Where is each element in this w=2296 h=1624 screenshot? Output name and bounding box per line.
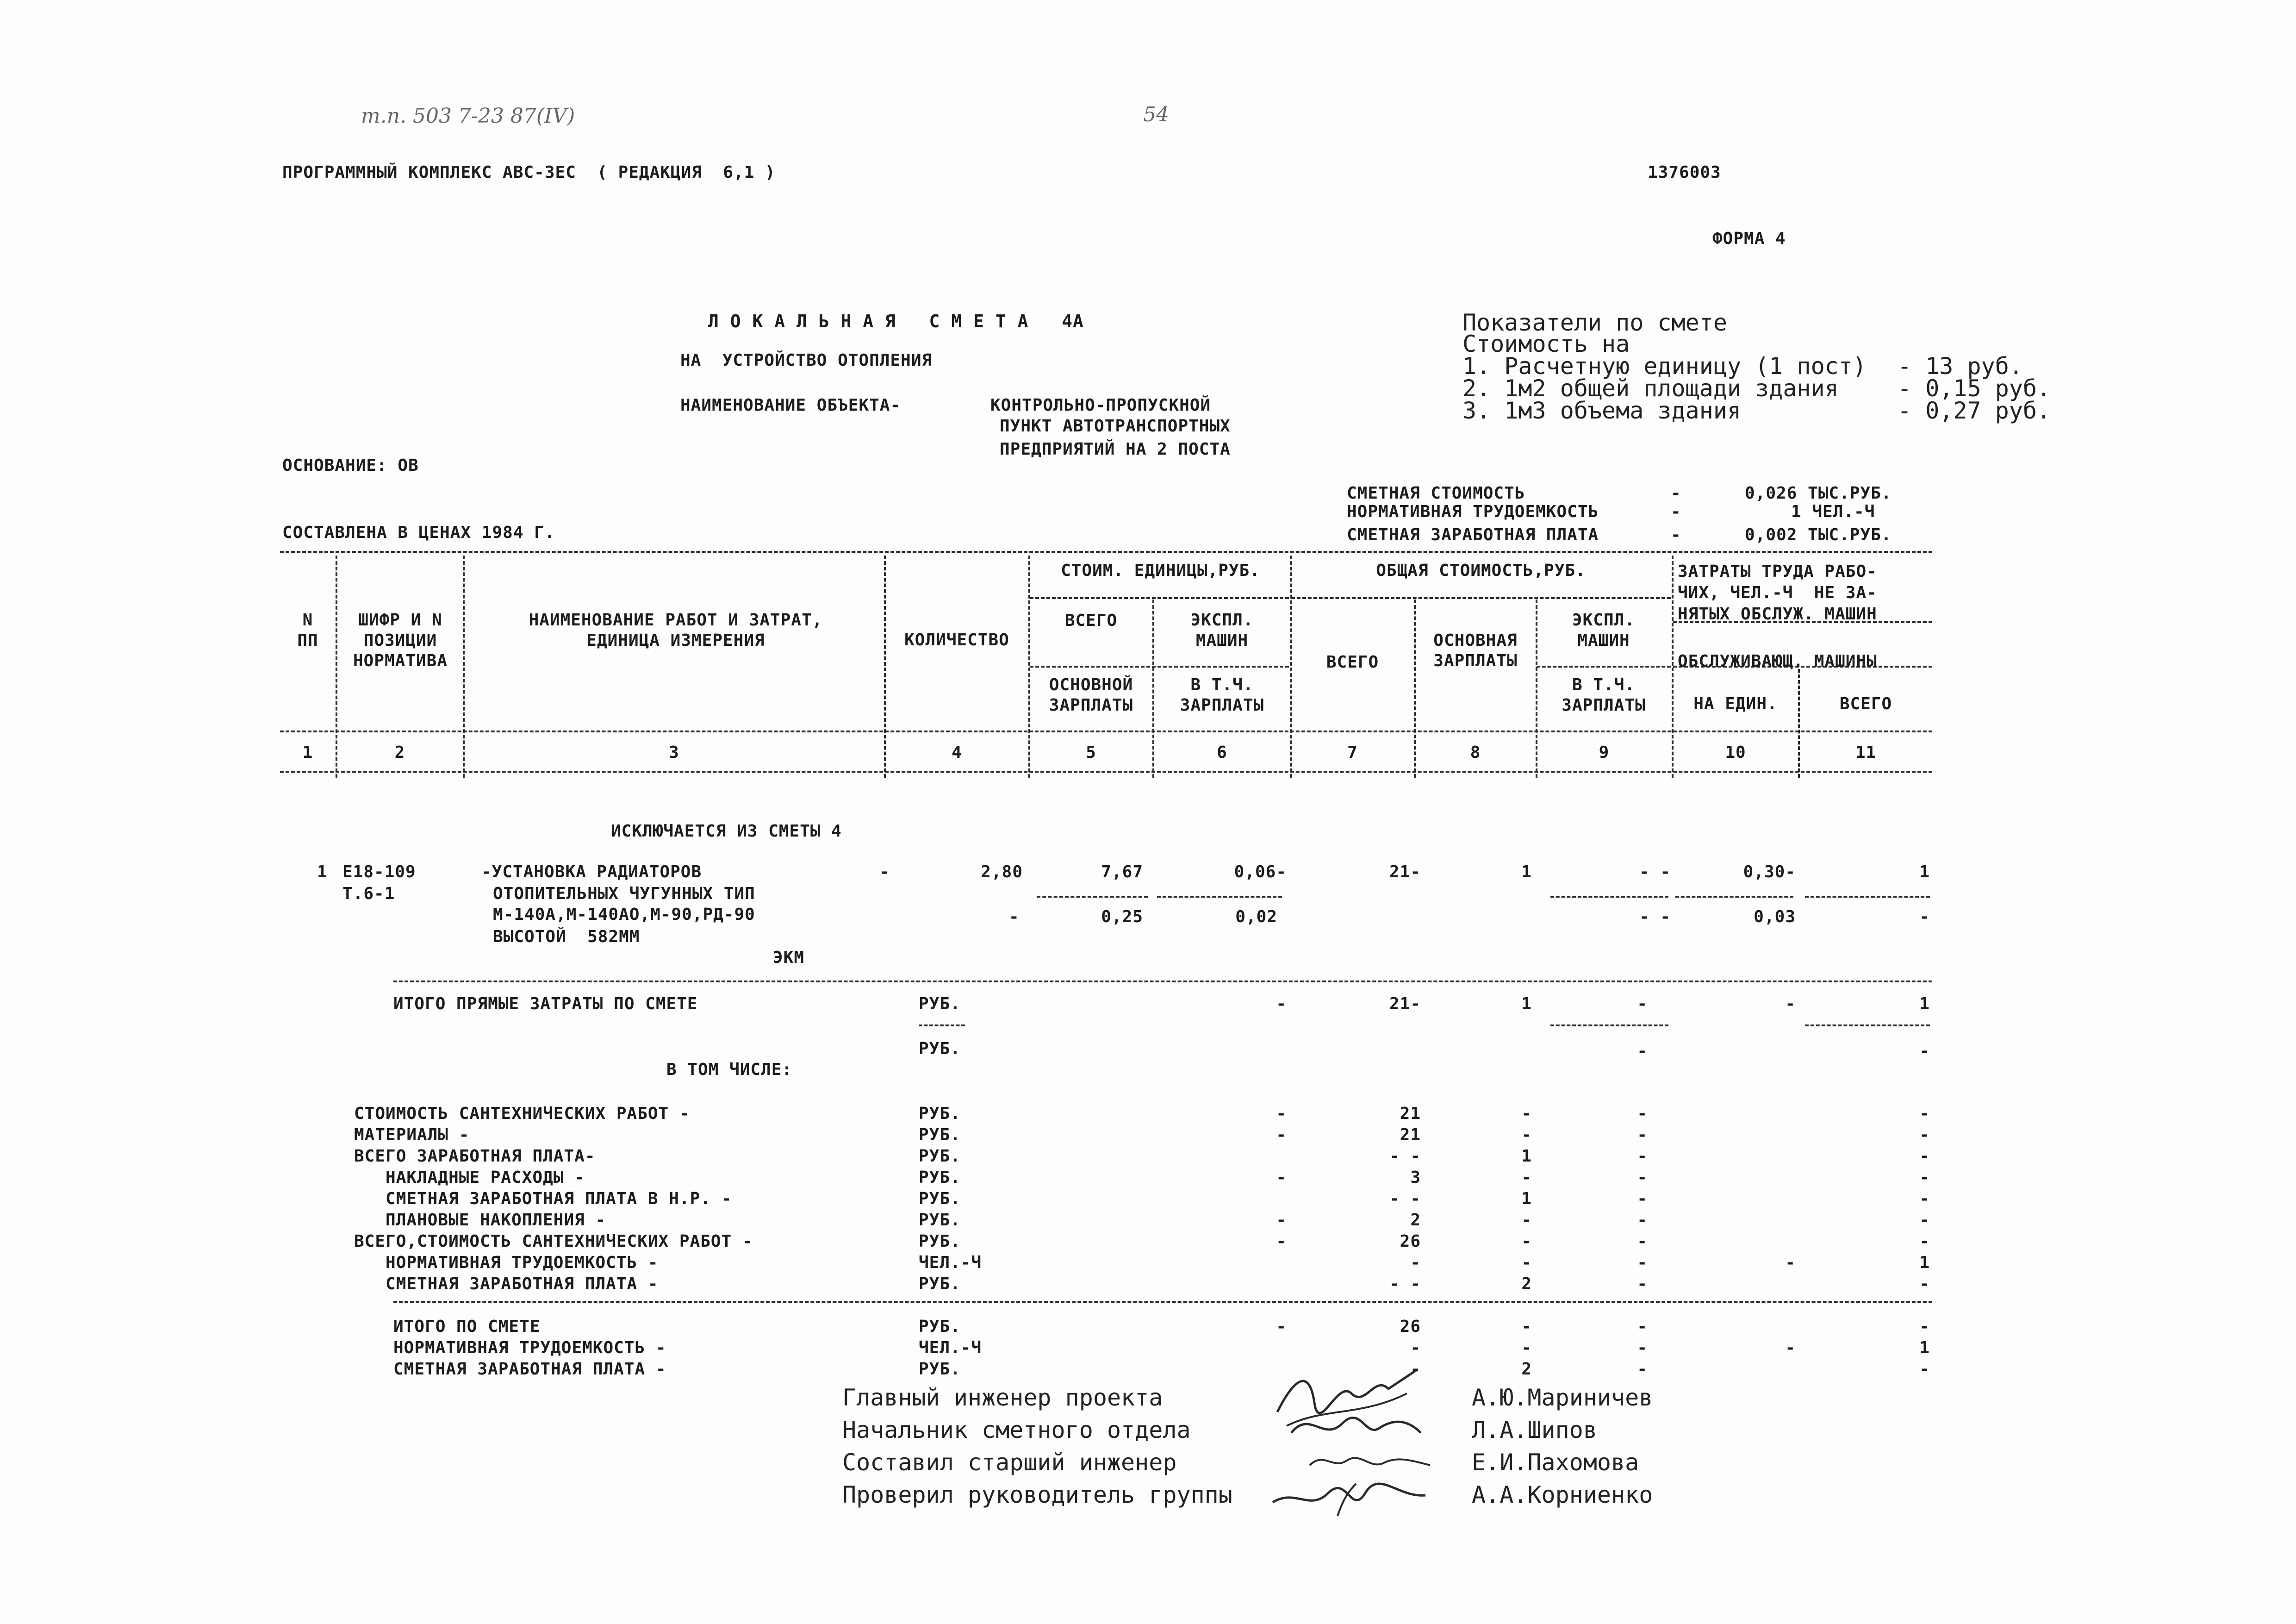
final-row-1-c9: - (1637, 1317, 1648, 1336)
direct-totals-c11: 1 (1919, 994, 1930, 1013)
breakdown-row-8-c10: - (1785, 1253, 1796, 1272)
colnum-10: 10 (1725, 743, 1746, 762)
form-label: ФОРМА 4 (1712, 229, 1786, 248)
header-unit-cost: СТОИМ. ЕДИНИЦЫ,РУБ. (1061, 561, 1260, 580)
page-number: 54 (1143, 103, 1169, 126)
breakdown-row-1-c6: - (1276, 1104, 1287, 1123)
breakdown-row-9-c11: - (1919, 1274, 1930, 1293)
breakdown-row-4-c6: - (1276, 1168, 1287, 1187)
header-total-vsego: ВСЕГО (1326, 653, 1379, 672)
signature-name-2: Л.А.Шипов (1472, 1417, 1597, 1443)
breakdown-row-7-c9: - (1637, 1232, 1648, 1251)
signature-name-3: Е.И.Пахомова (1472, 1449, 1639, 1476)
breakdown-row-2-c7: 21 (1400, 1125, 1421, 1144)
final-row-3-label: СМЕТНАЯ ЗАРАБОТНАЯ ПЛАТА - (393, 1360, 666, 1379)
final-row-3-c9: - (1637, 1360, 1648, 1379)
item-c9b: - - (1639, 907, 1671, 926)
colnum-2: 2 (394, 743, 405, 762)
breakdown-row-8-c7: - (1410, 1253, 1421, 1272)
handwritten-reference: т.п. 503 7-23 87(IV) (361, 104, 575, 128)
signature-scribble-4 (1268, 1474, 1435, 1525)
indicator-label-2: 2. 1м2 общей площади здания (1462, 375, 1839, 402)
final-row-3-c7: - (1410, 1360, 1421, 1379)
breakdown-row-2-unit: РУБ. (919, 1125, 961, 1144)
header-total-cost: ОБЩАЯ СТОИМОСТЬ,РУБ. (1376, 561, 1586, 580)
header-total-osnovnaya: ОСНОВНАЯ ЗАРПЛАТЫ (1433, 631, 1518, 670)
ekspl-sub-rule (1537, 666, 1671, 668)
final-row-2-c11: 1 (1919, 1338, 1930, 1357)
breakdown-row-9-c7: - - (1389, 1274, 1421, 1293)
final-row-1-label: ИТОГО ПО СМЕТЕ (393, 1317, 541, 1336)
item-c8: 1 (1521, 862, 1532, 881)
breakdown-row-1-c11: - (1919, 1104, 1930, 1123)
colnum-4: 4 (952, 743, 962, 762)
breakdown-row-6-label: ПЛАНОВЫЕ НАКОПЛЕНИЯ - (354, 1211, 606, 1230)
totalcost-sub-rule (1291, 597, 1671, 599)
section-title: ИСКЛЮЧАЕТСЯ ИЗ СМЕТЫ 4 (611, 822, 842, 841)
summary-labor-value: 1 ЧЕЛ.-Ч (1791, 502, 1875, 521)
breakdown-row-2-label: МАТЕРИАЛЫ - (354, 1125, 470, 1144)
direct-totals-label: ИТОГО ПРЯМЫЕ ЗАТРАТЫ ПО СМЕТЕ (393, 994, 698, 1013)
colnum-1: 1 (302, 743, 313, 762)
breakdown-row-7-unit: РУБ. (919, 1232, 961, 1251)
item-rule-10 (1675, 896, 1793, 898)
summary-labor-dash: - (1671, 502, 1681, 521)
basis-line: ОСНОВАНИЕ: ОВ (282, 456, 419, 475)
item-rule-5 (1037, 896, 1148, 898)
direct-totals-unit-2: РУБ. (919, 1039, 961, 1058)
breakdown-row-4-c8: - (1521, 1168, 1532, 1187)
direct-totals-sub-rule-9 (1550, 1024, 1668, 1026)
summary-wage-value: 0,002 ТЫС.РУБ. (1745, 525, 1892, 544)
breakdown-row-9-c9: - (1637, 1274, 1648, 1293)
unitcost-sub-rule-2 (1030, 666, 1289, 668)
breakdown-row-2-c11: - (1919, 1125, 1930, 1144)
direct-totals-c10: - (1785, 994, 1796, 1013)
breakdown-row-4-label: НАКЛАДНЫЕ РАСХОДЫ - (354, 1168, 585, 1187)
breakdown-row-6-c8: - (1521, 1211, 1532, 1230)
signature-role-1: Главный инженер проекта (842, 1384, 1163, 1411)
breakdown-row-8-c8: - (1521, 1253, 1532, 1272)
final-row-2-c7: - (1410, 1338, 1421, 1357)
breakdown-row-3-label: ВСЕГО ЗАРАБОТНАЯ ПЛАТА- (354, 1147, 596, 1166)
indicator-label-3: 3. 1м3 объема здания (1462, 397, 1742, 424)
item-code: Е18-109 (342, 862, 416, 881)
item-qty: 2,80 (981, 862, 1023, 881)
breakdown-row-4-unit: РУБ. (919, 1168, 961, 1187)
object-line-3: ПРЕДПРИЯТИЙ НА 2 ПОСТА (1000, 440, 1231, 459)
direct-totals-unit: РУБ. (919, 994, 961, 1013)
item-c9: - - (1639, 862, 1671, 881)
indicator-label-1: 1. Расчетную единицу (1 пост) (1462, 353, 1867, 380)
software-line: ПРОГРАММНЫЙ КОМПЛЕКС АВС-ЗЕС ( РЕДАКЦИЯ 6,1 ) (282, 163, 776, 182)
breakdown-row-8-label: НОРМАТИВНАЯ ТРУДОЕМКОСТЬ - (354, 1253, 659, 1272)
summary-wage-dash: - (1671, 525, 1681, 544)
breakdown-row-4-c11: - (1919, 1168, 1930, 1187)
item-rule-9 (1550, 896, 1668, 898)
breakdown-row-4-c7: 3 (1410, 1168, 1421, 1187)
breakdown-row-5-label: СМЕТНАЯ ЗАРАБОТНАЯ ПЛАТА В Н.Р. - (354, 1189, 732, 1208)
item-c10b: 0,03 (1754, 907, 1796, 926)
final-row-2-unit: ЧЕЛ.-Ч (919, 1338, 982, 1357)
header-qty: КОЛИЧЕСТВО (904, 631, 1009, 650)
item-c7: 21- (1389, 862, 1421, 881)
breakdown-row-8-unit: ЧЕЛ.-Ч (919, 1253, 982, 1272)
final-row-1-c11: - (1919, 1317, 1930, 1336)
breakdown-row-1-unit: РУБ. (919, 1104, 961, 1123)
indicators-cost-on: Стоимость на (1462, 331, 1630, 357)
colnum-9: 9 (1599, 743, 1610, 762)
item-rule-6 (1157, 896, 1282, 898)
breakdown-row-7-c8: - (1521, 1232, 1532, 1251)
item-rule-11 (1805, 896, 1930, 898)
breakdown-row-1-c9: - (1637, 1104, 1648, 1123)
direct-totals-c11b: - (1919, 1042, 1930, 1061)
indicator-value-3: - 0,27 руб. (1898, 397, 2051, 424)
colnum-bottom-rule (280, 771, 1932, 773)
object-label: НАИМЕНОВАНИЕ ОБЪЕКТА- (680, 396, 901, 415)
summary-cost-value: 0,026 ТЫС.РУБ. (1745, 484, 1892, 503)
header-labor-4: ОБСЛУЖИВАЮЩ. МАШИНЫ (1678, 652, 1877, 671)
breakdown-row-9-unit: РУБ. (919, 1274, 961, 1293)
breakdown-row-7-label: ВСЕГО,СТОИМОСТЬ САНТЕХНИЧЕСКИХ РАБОТ - (354, 1232, 753, 1251)
breakdown-row-2-c6: - (1276, 1125, 1287, 1144)
item-c10: 0,30- (1743, 862, 1796, 881)
header-unit-vt: В Т.Ч. ЗАРПЛАТЫ (1180, 675, 1264, 715)
breakdown-row-6-c6: - (1276, 1211, 1287, 1230)
direct-totals-c7: 21- (1389, 994, 1421, 1013)
item-code-2: Т.6-1 (342, 884, 395, 903)
item-name-3: М-140А,М-140АО,М-90,РД-90 (493, 905, 755, 924)
final-row-2-c8: - (1521, 1338, 1532, 1357)
breakdown-row-2-c9: - (1637, 1125, 1648, 1144)
final-row-3-c8: 2 (1521, 1360, 1532, 1379)
breakdown-row-6-unit: РУБ. (919, 1211, 961, 1230)
header-labor-na-edin: НА ЕДИН. (1693, 694, 1778, 713)
summary-cost-dash: - (1671, 484, 1681, 503)
table-top-rule (280, 551, 1932, 553)
header-unit-ekspl: ЭКСПЛ. МАШИН (1190, 611, 1254, 650)
direct-totals-sub-rule-unit (919, 1024, 965, 1026)
breakdown-row-7-c11: - (1919, 1232, 1930, 1251)
final-row-1-c6: - (1276, 1317, 1287, 1336)
colnum-6: 6 (1217, 743, 1227, 762)
header-unit-osn: ОСНОВНОЙ ЗАРПЛАТЫ (1049, 675, 1133, 715)
document-subtitle: НА УСТРОЙСТВО ОТОПЛЕНИЯ (680, 351, 933, 370)
signature-name-4: А.А.Корниенко (1472, 1481, 1653, 1508)
signature-role-4: Проверил руководитель группы (842, 1481, 1232, 1508)
document-code: 1376003 (1648, 163, 1721, 182)
item-name-2: ОТОПИТЕЛЬНЫХ ЧУГУННЫХ ТИП (493, 884, 755, 903)
header-unit-vsego: ВСЕГО (1064, 611, 1118, 630)
item-unit: ЭКМ (773, 948, 805, 967)
final-row-3-unit: РУБ. (919, 1360, 961, 1379)
item-name-1: -УСТАНОВКА РАДИАТОРОВ (481, 862, 702, 881)
breakdown-row-8-c11: 1 (1919, 1253, 1930, 1272)
breakdown-row-5-c11: - (1919, 1189, 1930, 1208)
item-qty-dash: - (879, 862, 890, 881)
breakdown-row-8-c9: - (1637, 1253, 1648, 1272)
header-total-vt: В Т.Ч. ЗАРПЛАТЫ (1562, 675, 1646, 715)
header-labor-vsego: ВСЕГО (1839, 694, 1892, 713)
final-row-2-c9: - (1637, 1338, 1648, 1357)
colnum-3: 3 (669, 743, 679, 762)
item-c6b: 0,02 (1235, 907, 1277, 926)
header-name: НАИМЕНОВАНИЕ РАБОТ И ЗАТРАТ, ЕДИНИЦА ИЗМЕРЕНИЯ (529, 611, 823, 650)
direct-totals-sub-rule-11 (1805, 1024, 1930, 1026)
direct-totals-c6: - (1276, 994, 1287, 1013)
breakdown-row-3-c11: - (1919, 1147, 1930, 1166)
including-label: В ТОМ ЧИСЛЕ: (666, 1060, 793, 1079)
colnum-8: 8 (1470, 743, 1481, 762)
direct-totals-c9: - (1637, 994, 1648, 1013)
item-number: 1 (317, 862, 328, 881)
indicator-value-1: - 13 руб. (1898, 353, 2023, 380)
indicator-value-2: - 0,15 руб. (1898, 375, 2051, 402)
summary-cost-label: СМЕТНАЯ СТОИМОСТЬ (1347, 484, 1525, 503)
header-bottom-rule (280, 731, 1932, 732)
breakdown-row-1-c8: - (1521, 1104, 1532, 1123)
breakdown-row-3-c8: 1 (1521, 1147, 1532, 1166)
breakdown-row-2-c8: - (1521, 1125, 1532, 1144)
final-totals-rule (393, 1301, 1932, 1303)
breakdown-row-5-unit: РУБ. (919, 1189, 961, 1208)
direct-totals-c9b: - (1637, 1042, 1648, 1061)
final-row-1-c7: 26 (1400, 1317, 1421, 1336)
breakdown-row-3-c9: - (1637, 1147, 1648, 1166)
summary-labor-label: НОРМАТИВНАЯ ТРУДОЕМКОСТЬ (1347, 502, 1599, 521)
breakdown-row-7-c6: - (1276, 1232, 1287, 1251)
item-c11b: - (1919, 907, 1930, 926)
signature-scribble-2 (1287, 1405, 1435, 1451)
breakdown-row-7-c7: 26 (1400, 1232, 1421, 1251)
item-name-4: ВЫСОТОЙ 582ММ (493, 927, 640, 946)
header-labor: ЗАТРАТЫ ТРУДА РАБО- ЧИХ, ЧЕЛ.-Ч НЕ ЗА- НЯТЫХ ОБСЛУЖ. МАШИН (1678, 562, 1877, 624)
breakdown-row-1-c7: 21 (1400, 1104, 1421, 1123)
header-total-ekspl: ЭКСПЛ. МАШИН (1572, 611, 1636, 650)
item-c5: 7,67 (1101, 862, 1143, 881)
object-line-1: КОНТРОЛЬНО-ПРОПУСКНОЙ (990, 396, 1211, 415)
final-row-3-c11: - (1919, 1360, 1930, 1379)
unitcost-sub-rule (1030, 597, 1289, 599)
breakdown-row-3-unit: РУБ. (919, 1147, 961, 1166)
breakdown-row-1-label: СТОИМОСТЬ САНТЕХНИЧЕСКИХ РАБОТ - (354, 1104, 690, 1123)
colnum-5: 5 (1086, 743, 1096, 762)
final-row-1-c8: - (1521, 1317, 1532, 1336)
breakdown-row-9-c8: 2 (1521, 1274, 1532, 1293)
indicators-title: Показатели по смете (1462, 309, 1727, 336)
colnum-7: 7 (1347, 743, 1358, 762)
item-c11: 1 (1919, 862, 1930, 881)
breakdown-row-9-label: СМЕТНАЯ ЗАРАБОТНАЯ ПЛАТА - (354, 1274, 659, 1293)
breakdown-row-5-c8: 1 (1521, 1189, 1532, 1208)
item-row2-dash: - (1009, 907, 1020, 926)
breakdown-row-6-c7: 2 (1410, 1211, 1421, 1230)
summary-wage-label: СМЕТНАЯ ЗАРАБОТНАЯ ПЛАТА (1347, 525, 1599, 544)
header-code: ШИФР И N ПОЗИЦИИ НОРМАТИВА (353, 611, 448, 670)
object-line-2: ПУНКТ АВТОТРАНСПОРТНЫХ (1000, 417, 1231, 436)
breakdown-row-3-c7: - - (1389, 1147, 1421, 1166)
final-row-2-label: НОРМАТИВНАЯ ТРУДОЕМКОСТЬ - (393, 1338, 666, 1357)
signature-name-1: А.Ю.Мариничев (1472, 1384, 1653, 1411)
direct-totals-rule (393, 981, 1932, 982)
final-row-2-c10: - (1785, 1338, 1796, 1357)
breakdown-row-5-c9: - (1637, 1189, 1648, 1208)
breakdown-row-6-c9: - (1637, 1211, 1648, 1230)
item-c5b: 0,25 (1101, 907, 1143, 926)
signature-role-3: Составил старший инженер (842, 1449, 1177, 1476)
breakdown-row-5-c7: - - (1389, 1189, 1421, 1208)
document-title: Л О К А Л Ь Н А Я С М Е Т А 4А (708, 311, 1084, 331)
colnum-11: 11 (1855, 743, 1877, 762)
breakdown-row-6-c11: - (1919, 1211, 1930, 1230)
breakdown-row-4-c9: - (1637, 1168, 1648, 1187)
direct-totals-c8: 1 (1521, 994, 1532, 1013)
header-n: N ПП (297, 611, 318, 650)
signature-role-2: Начальник сметного отдела (842, 1417, 1191, 1443)
final-row-1-unit: РУБ. (919, 1317, 961, 1336)
prices-line: СОСТАВЛЕНА В ЦЕНАХ 1984 Г. (282, 523, 555, 542)
item-c6: 0,06- (1234, 862, 1287, 881)
